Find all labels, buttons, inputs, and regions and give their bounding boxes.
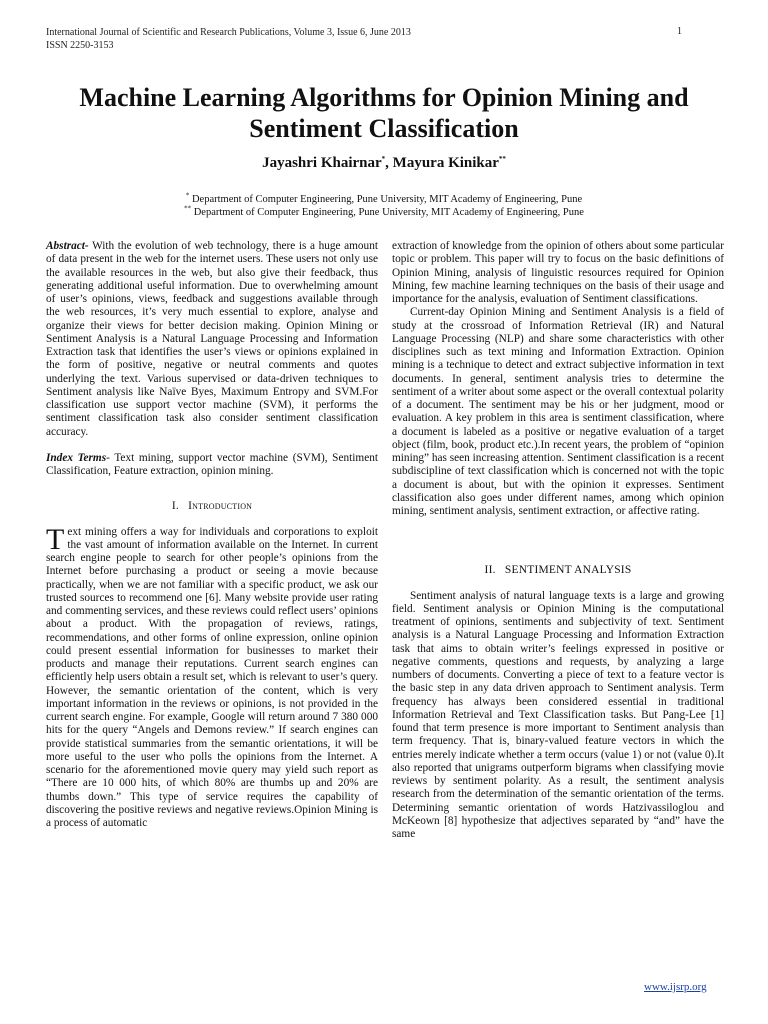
affiliation-mark: * bbox=[185, 191, 190, 200]
affiliation-line bbox=[0, 206, 768, 219]
abstract-label: Abstract- bbox=[46, 240, 89, 252]
left-column bbox=[46, 240, 378, 830]
index-terms-text: - Text mining, support vector machine (SVM), Sentiment Classification, Feature extraction, opinion mining. bbox=[46, 451, 378, 477]
index-terms bbox=[46, 452, 378, 479]
affiliation-text: Department of Computer Engineering, Pune University, MIT Academy of Engineering, Pune bbox=[191, 194, 583, 205]
author-separator: , bbox=[385, 155, 393, 171]
author-mark: ** bbox=[498, 155, 506, 163]
right-column bbox=[392, 240, 724, 841]
section-title: SENTIMENT ANALYSIS bbox=[504, 564, 632, 577]
introduction-paragraph-1-continued: extraction of knowledge from the opinion of others about some particular topic or problem. This paper will try to focus on the basic definitions of Opinion Mining, analysis of linguistic resources required for Opinion Mining, few machine learning techniques on the basis of their usage and importance for the analysis, evaluation of Sentiment classifications. bbox=[392, 240, 724, 305]
journal-website-link[interactable]: www.ijsrp.org bbox=[644, 981, 707, 993]
paper-title: Machine Learning Algorithms for Opinion Mining and Sentiment Classification bbox=[79, 83, 689, 143]
affiliation-mark: ** bbox=[184, 204, 192, 213]
running-header bbox=[46, 26, 411, 52]
section-heading-sentiment-analysis bbox=[392, 564, 724, 577]
section-heading-introduction bbox=[46, 500, 378, 513]
abstract bbox=[46, 240, 378, 439]
index-terms-label: Index Terms bbox=[46, 451, 107, 464]
author-line bbox=[0, 155, 768, 172]
affiliations bbox=[0, 193, 768, 219]
abstract-text: With the evolution of web technology, there is a huge amount of data present in the web for the internet users. These users not only use the available resources in the web, but also give their feedback, thus generating additional useful information. Due to overwhelming amount of user’s opinions, views, feedback and suggestions available through the web resources, it’s very much essential to explore, analyse and organize their views for better decision making. Opinion Mining or Sentiment Analysis is a Natural Language Processing and Information Extraction task that identifies the user’s views or opinions explained in the form of positive, negative or neutral comments and quotes underlying the text. Various supervised or data-driven techniques to Sentiment analysis like Naïve Byes, Maximum Entropy and SVM.For classification use support vector machine (SVM), it performs the sentiment classification task also consider sentiment classification accuracy. bbox=[46, 240, 378, 438]
drop-cap: T bbox=[46, 522, 65, 556]
section-title: Introduction bbox=[188, 500, 253, 513]
affiliation-text: Department of Computer Engineering, Pune University, MIT Academy of Engineering, Pune bbox=[193, 207, 584, 218]
issn: ISSN 2250-3153 bbox=[46, 40, 114, 51]
author-name: Jayashri Khairnar bbox=[262, 155, 382, 171]
journal-citation: International Journal of Scientific and Research Publications, Volume 3, Issue 6, June 2013 bbox=[46, 27, 411, 38]
introduction-paragraph-1 bbox=[46, 522, 378, 831]
sentiment-analysis-paragraph-1: Sentiment analysis of natural language texts is a large and growing field. Sentiment analysis or Opinion Mining is the computational treatment of opinions, sentiments and subjectivity of text. Sentiment analysis is a Natural Language Processing and Information Extraction task that aims to obtain writer’s feelings expressed in positive or negative comments, questions and requests, by analyzing a large numbers of documents. Converting a piece of text to a feature vector is the basic step in any data driven approach to Sentiment analysis. Term frequency has always been considered essential in traditional Information Retrieval and Text Classification tasks. But Pang-Lee [1] found that term presence is more important to Sentiment analysis than term frequency. That is, binary-valued feature vectors in which the entries merely indicate whether a term occurs (value 1) or not (value 0).It also reported that unigrams outperform bigrams when classifying movie reviews by sentiment polarity. As a result, the sentiment analysis research from the determination of the semantic orientation of the terms. Determining semantic orientation of words Hatzivassiloglou and McKeown [8] hypothesize that adjectives separated by “and” have the same bbox=[392, 589, 724, 840]
section-numeral: II. bbox=[484, 564, 496, 577]
page-number: 1 bbox=[677, 26, 682, 37]
introduction-paragraph-2: Current-day Opinion Mining and Sentiment Analysis is a field of study at the crossroad of Information Retrieval (IR) and Natural Language Processing (NLP) and share some characteristics with other disciplines such as text mining and Information Extraction. Opinion mining is a technique to detect and extract subjective information in text documents. In general, sentiment analysis tries to determine the sentiment of a writer about some aspect or the overall contextual polarity of a document. The sentiment may be his or her judgment, mood or evaluation. A key problem in this area is sentiment classification, where a document is labeled as a positive or negative evaluation of a target object (film, book, product etc.).In recent years, the problem of “opinion mining” has seen increasing attention. Sentiment classification is a recent subdiscipline of text classification which is concerned not with the topic a document is about, but with the opinion it expresses. Sentiment classification also goes under different names, among which opinion mining, sentiment analysis, sentiment extraction, or affective rating. bbox=[392, 306, 724, 517]
paragraph-text: ext mining offers a way for individuals and corporations to exploit the vast amount of information available on the Internet. In current search engine people to search for other people’s opinions from the Internet before purchasing a product or seeing a movie because practically, when we are not familiar with a specific product, we ask our trusted sources to recommend one [6]. Many website provide user rating and commenting services, and these reviews could reflect users’ opinions about a product. With the propagation of reviews, ratings, recommendations, and other forms of online expression, online opinion could present essential information for businesses to market their products and manage their reputations. Current search engines can efficiently help users obtain a result set, which is relevant to user’s query. However, the semantic orientation of the content, which is very important information in the reviews or opinions, is not provided in the current search engine. For example, Google will return around 7 380 000 hits for the query “Angels and Demons review.” If search engines can provide statistical summaries from the semantic orientations, it will be more useful to the user who polls the opinions from the Internet. A scenario for the aforementioned movie query may yield such report as “There are 10 000 hits, of which 80% are thumbs up and 20% are thumbs down.” This type of service requires the capability of discovering the positive reviews and negative reviews.Opinion Mining is a process of automatic bbox=[46, 525, 378, 829]
author-name: Mayura Kinikar bbox=[392, 155, 499, 171]
author-mark: * bbox=[381, 155, 386, 163]
affiliation-line bbox=[0, 193, 768, 206]
section-numeral: I. bbox=[171, 500, 179, 513]
